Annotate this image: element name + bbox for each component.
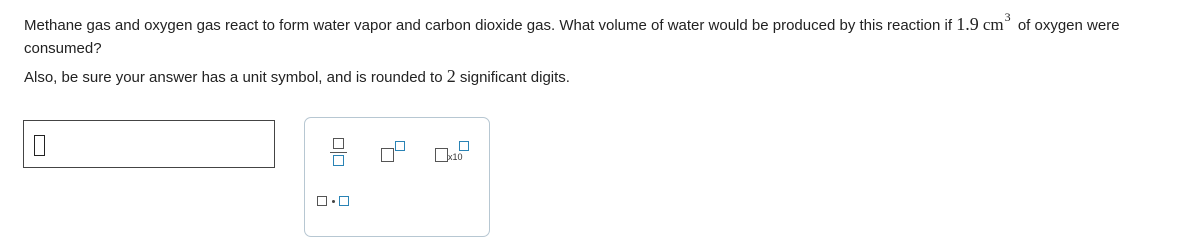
multiply-dot-icon: [315, 192, 355, 210]
oxygen-volume-unit: cm: [982, 15, 1004, 34]
fraction-icon: [327, 136, 349, 168]
oxygen-volume-value: 1.9: [956, 14, 979, 34]
unit-exponent: 3: [1004, 10, 1011, 24]
fraction-button[interactable]: [327, 136, 349, 168]
answer-placeholder-box: [34, 135, 45, 156]
x10-label: x10: [448, 152, 463, 162]
math-palette: [304, 117, 490, 237]
question-text: [24, 6, 1174, 60]
question-text-start: Methane gas and oxygen gas react to form water vapor and carbon dioxide gas. What volume of water would be produced by this reaction if: [24, 17, 957, 34]
answer-input[interactable]: [23, 120, 275, 168]
instruction-text: [24, 65, 570, 89]
x10-icon: [433, 136, 473, 164]
multiply-dot-button[interactable]: [315, 192, 355, 210]
superscript-icon: [379, 136, 409, 164]
scientific-notation-button[interactable]: [433, 136, 473, 164]
superscript-button[interactable]: [379, 136, 409, 164]
instruction-text-end: significant digits.: [455, 69, 570, 86]
sig-figs-value: 2: [446, 66, 456, 86]
question-text-end: of oxygen were consumed?: [24, 17, 1120, 57]
instruction-text-start: Also, be sure your answer has a unit symbol, and is rounded to: [24, 69, 447, 86]
